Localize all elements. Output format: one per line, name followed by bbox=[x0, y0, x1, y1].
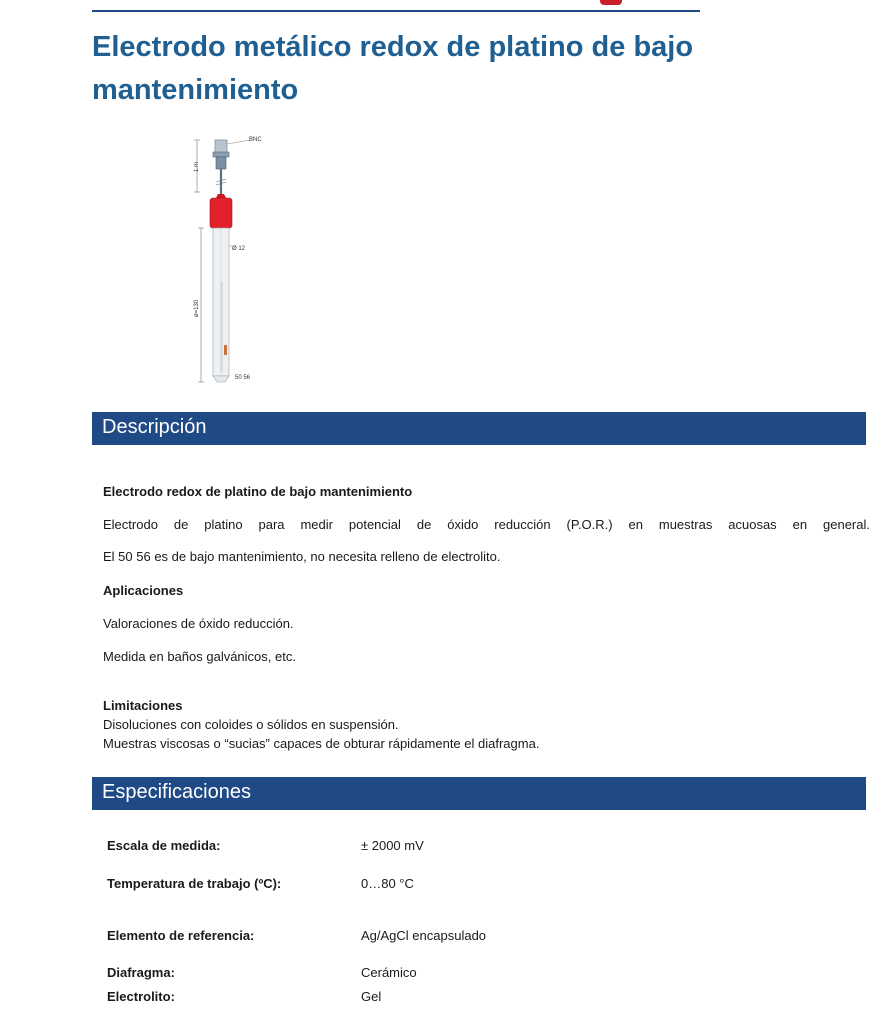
limitation-item-2: Muestras viscosas o “sucias” capaces de obturar rápidamente el diafragma. bbox=[103, 736, 540, 751]
model-label: 50 56 bbox=[235, 375, 251, 381]
spec-label-electrolyte: Electrolito: bbox=[107, 989, 175, 1004]
description-line-1: Electrodo de platino para medir potencial de óxido reducción (P.O.R.) en muestras acuosas en general. bbox=[103, 517, 870, 532]
cable-length-label: 1 m bbox=[194, 161, 200, 172]
length-label: ø=130 bbox=[194, 299, 200, 317]
spec-value-temperature: 0…80 °C bbox=[361, 876, 414, 891]
spec-label-diaphragm: Diafragma: bbox=[107, 965, 175, 980]
spec-value-scale: ± 2000 mV bbox=[361, 838, 424, 853]
description-subtitle: Electrodo redox de platino de bajo mantenimiento bbox=[103, 484, 413, 499]
page-title: Electrodo metálico redox de platino de bajo mantenimiento bbox=[92, 31, 694, 106]
limitation-item-1: Disoluciones con coloides o sólidos en suspensión. bbox=[103, 717, 399, 732]
electrode-drawing bbox=[180, 132, 290, 388]
connector-label: BNC bbox=[249, 137, 262, 143]
application-item-2: Medida en baños galvánicos, etc. bbox=[103, 649, 296, 664]
description-line-2: El 50 56 es de bajo mantenimiento, no necesita relleno de electrolito. bbox=[103, 549, 501, 564]
limitations-heading: Limitaciones bbox=[103, 698, 183, 713]
spec-value-reference: Ag/AgCl encapsulado bbox=[361, 928, 487, 943]
application-item-1: Valoraciones de óxido reducción. bbox=[103, 616, 294, 631]
diaphragm bbox=[224, 345, 227, 355]
electrode-cap bbox=[210, 198, 232, 228]
section-heading-descripcion: Descripción bbox=[102, 416, 207, 438]
section-descripcion bbox=[92, 412, 866, 445]
section-heading-especificaciones: Especificaciones bbox=[102, 781, 251, 803]
electrode-svg bbox=[180, 132, 290, 388]
spec-label-reference: Elemento de referencia: bbox=[107, 928, 255, 943]
brand-mark bbox=[600, 0, 622, 5]
section-especificaciones bbox=[92, 777, 866, 810]
diameter-label: Ø 12 bbox=[232, 246, 246, 252]
spec-label-scale: Escala de medida: bbox=[107, 838, 221, 853]
spec-label-temperature: Temperatura de trabajo (ºC): bbox=[107, 876, 282, 891]
header-rule bbox=[92, 10, 700, 12]
connector-ring bbox=[213, 152, 229, 157]
connector-neck bbox=[216, 157, 226, 169]
spec-value-diaphragm: Cerámico bbox=[361, 965, 417, 980]
spec-value-electrolyte: Gel bbox=[361, 989, 382, 1004]
applications-heading: Aplicaciones bbox=[103, 583, 184, 598]
